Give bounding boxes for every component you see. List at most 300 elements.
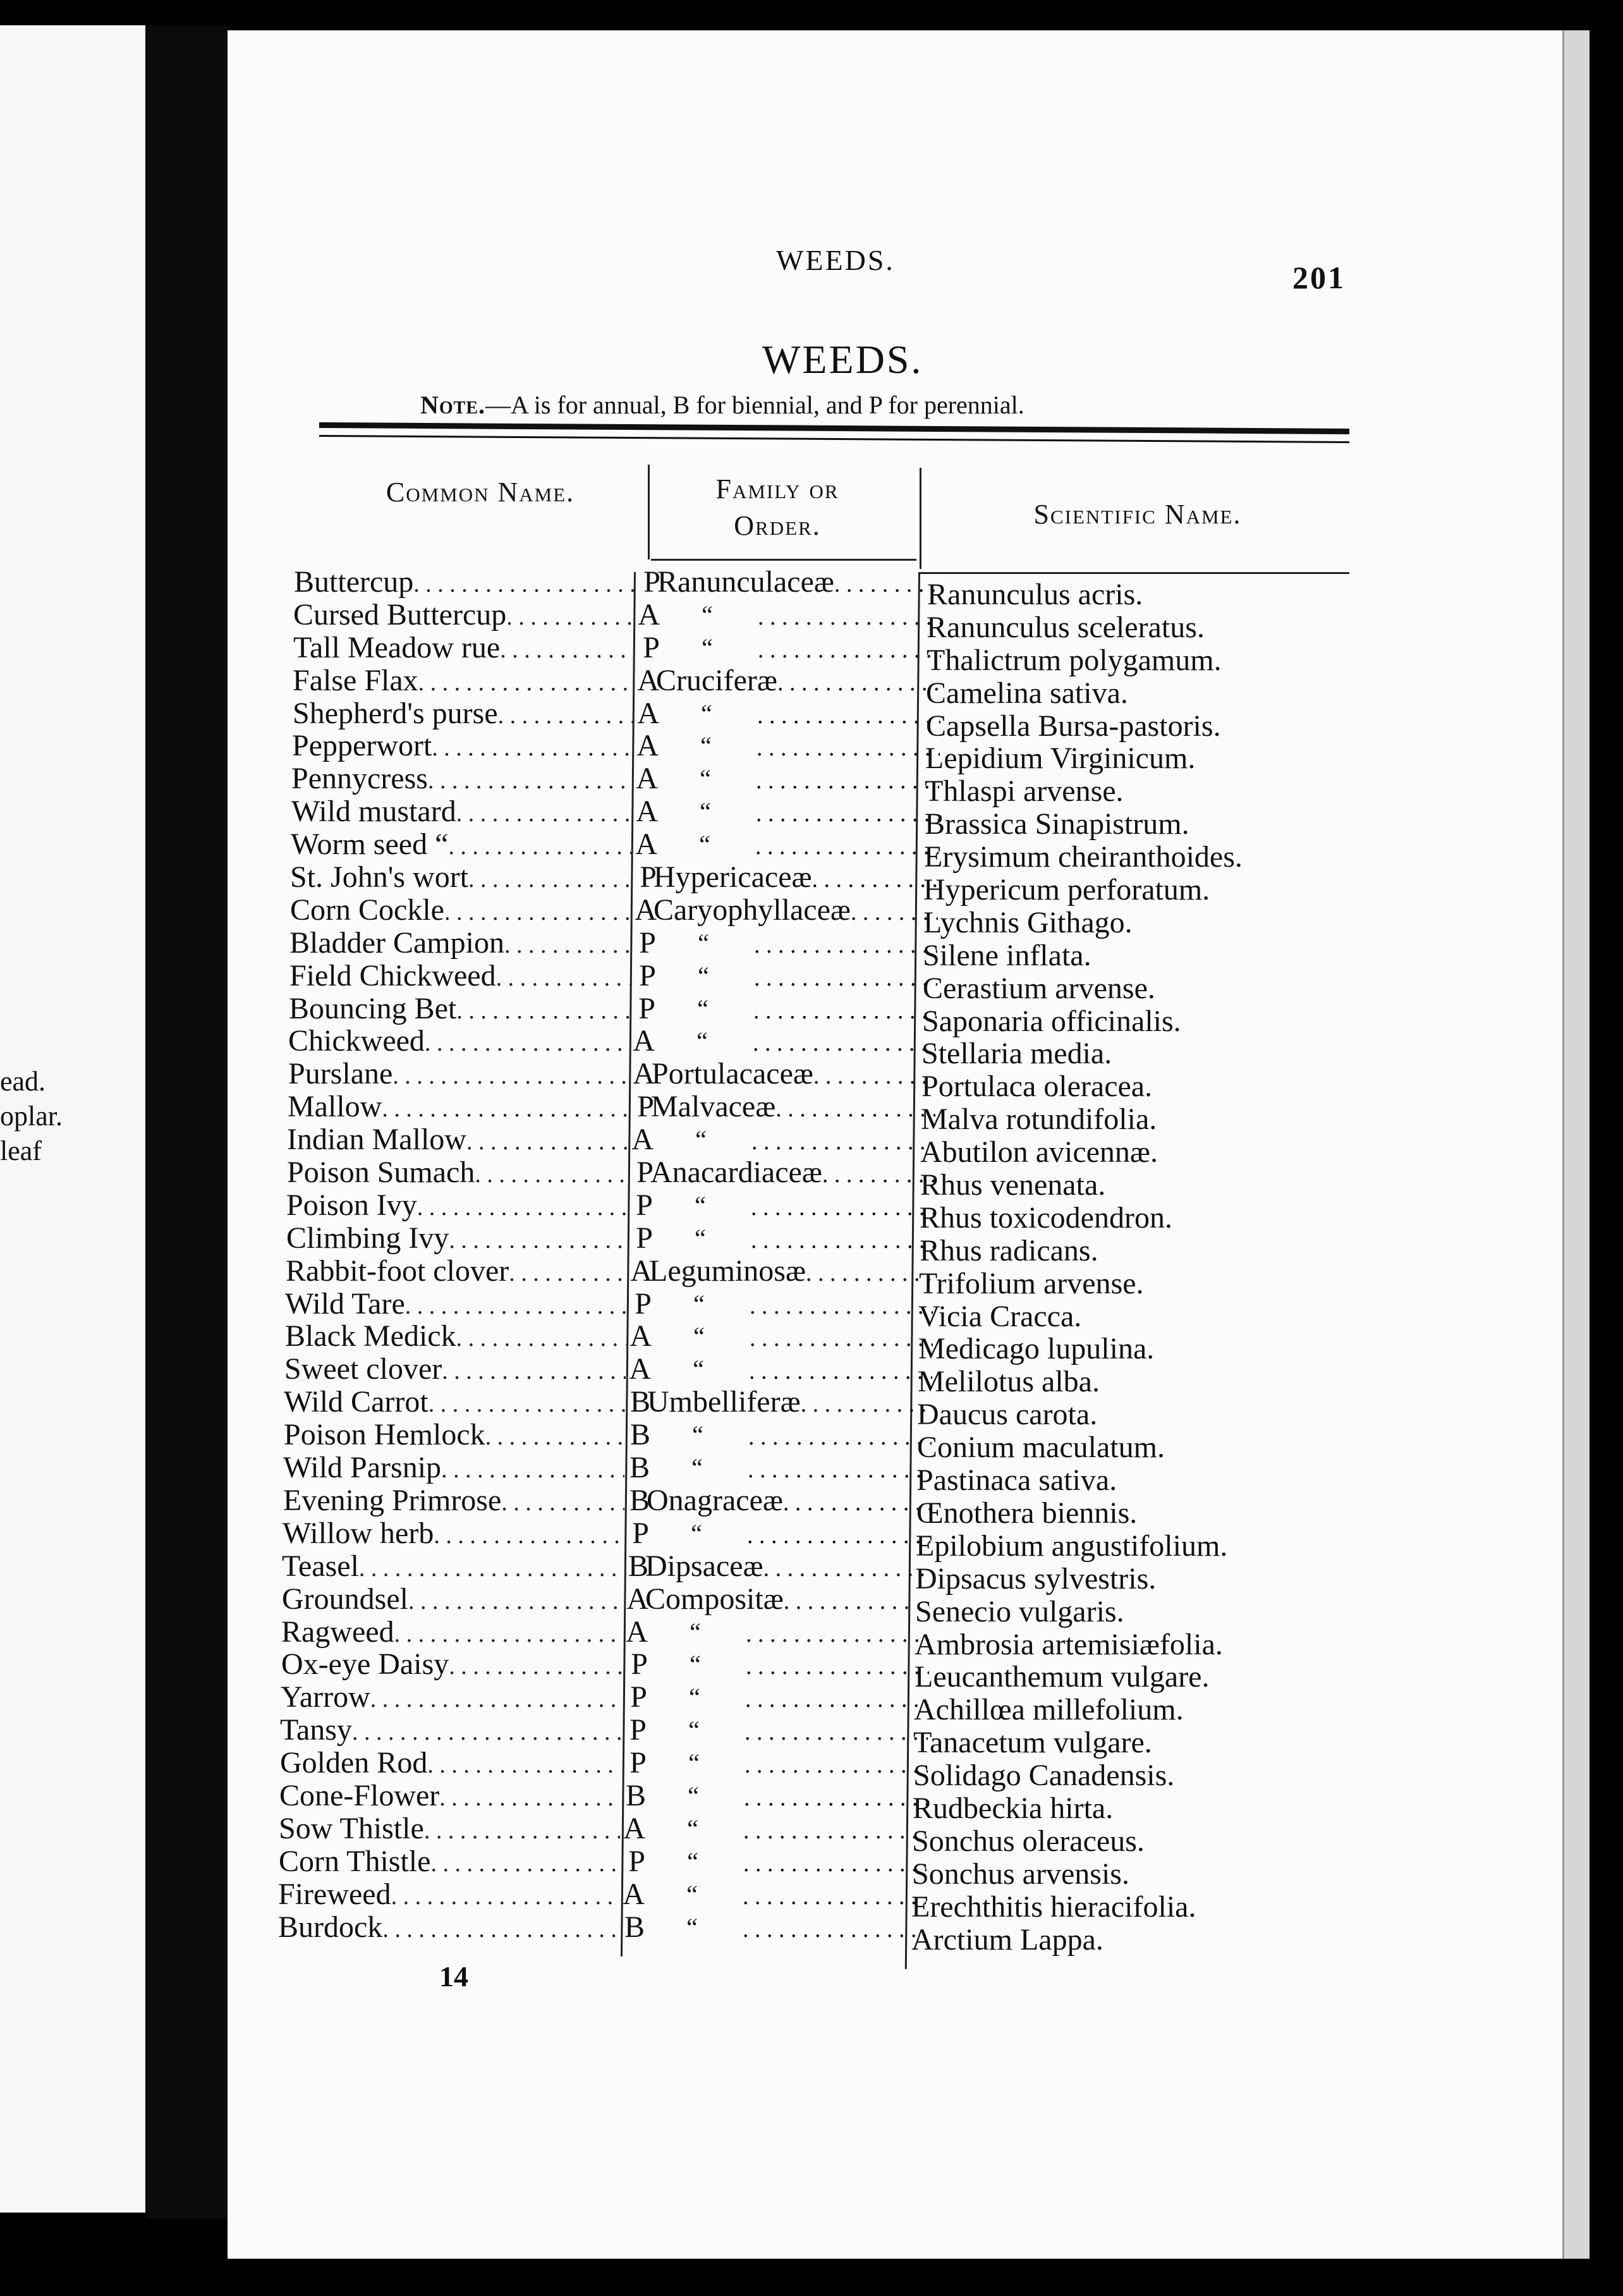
common-name: Wild Tare xyxy=(285,1286,405,1321)
table-row-scientific xyxy=(915,939,1395,972)
table-row-scientific xyxy=(907,1661,1387,1694)
scientific-name: Rhus radicans. xyxy=(920,1233,1098,1267)
leader-dots xyxy=(382,1090,629,1123)
scientific-name: Pastinaca sativa. xyxy=(916,1463,1117,1498)
duration-code: A xyxy=(636,729,659,763)
family-name: “ xyxy=(700,764,711,793)
family-name: “ xyxy=(698,928,709,957)
family-name: “ xyxy=(691,1453,703,1482)
common-name: Willow herb xyxy=(283,1516,434,1550)
scientific-name: Achillœa millefolium. xyxy=(914,1693,1184,1727)
family-name: Compositæ xyxy=(645,1582,784,1616)
scientific-name: Arctium Lappa. xyxy=(911,1922,1103,1957)
family-name: “ xyxy=(687,1814,698,1843)
page-title: WEEDS. xyxy=(762,337,923,382)
scientific-name: Ambrosia artemisiæfolia. xyxy=(915,1627,1223,1661)
common-name: Sow Thistle xyxy=(279,1811,424,1845)
table-row-common xyxy=(289,927,656,960)
common-name: Pepperwort xyxy=(292,729,432,763)
leader-dots xyxy=(359,1550,623,1583)
facing-page-fragment: oplar. xyxy=(0,1101,63,1132)
family-name: “ xyxy=(688,1749,700,1778)
table-row-common xyxy=(294,566,660,599)
scientific-name: Malva rotundifolia. xyxy=(921,1102,1157,1137)
table-row-scientific xyxy=(919,644,1399,677)
table-row-scientific xyxy=(909,1431,1390,1464)
common-name: Climbing Ivy xyxy=(286,1221,449,1255)
common-name-column xyxy=(272,565,660,1944)
family-name: “ xyxy=(686,1912,698,1941)
table-row-scientific xyxy=(911,1333,1391,1365)
scientific-name: Rhus toxicodendron. xyxy=(920,1200,1172,1235)
column-divider-1 xyxy=(648,465,650,559)
leader-dots xyxy=(466,1123,628,1156)
leader-dots xyxy=(441,1451,624,1484)
leader-dots xyxy=(500,632,635,664)
table-row-scientific xyxy=(909,1497,1389,1530)
family-name: “ xyxy=(693,1322,705,1351)
header-family-line2: Order. xyxy=(734,510,821,541)
scientific-name: Brassica Sinapistrum. xyxy=(925,807,1189,841)
duration-code: A xyxy=(623,1811,645,1845)
table-row-scientific xyxy=(913,1103,1394,1136)
common-name: Corn Cockle xyxy=(290,893,444,927)
header-underline-family xyxy=(651,559,916,561)
scientific-name: Erysimum cheiranthoides. xyxy=(924,840,1243,874)
scientific-name: Œnothera biennis. xyxy=(916,1496,1138,1530)
table-row-common xyxy=(288,1090,654,1123)
scientific-name: Tanacetum vulgare. xyxy=(913,1726,1152,1760)
common-name: Fireweed xyxy=(278,1877,391,1911)
common-name: Indian Mallow xyxy=(287,1123,466,1157)
family-name: “ xyxy=(686,1879,698,1908)
table-row-common xyxy=(293,664,659,697)
duration-code: P xyxy=(632,1516,649,1550)
family-name: Caryophyllaceæ xyxy=(653,893,851,927)
running-head: WEEDS. xyxy=(776,244,895,276)
table-row-common xyxy=(285,1320,652,1353)
scientific-name: Melilotus alba. xyxy=(918,1365,1100,1399)
page-number: 201 xyxy=(1292,260,1346,295)
common-name: Black Medick xyxy=(285,1319,456,1353)
table-row-common xyxy=(279,1780,646,1812)
table-row-scientific xyxy=(914,1037,1394,1070)
common-name: Teasel xyxy=(282,1549,359,1583)
duration-code: A xyxy=(636,795,658,829)
table-row-scientific xyxy=(917,808,1397,841)
page-edge xyxy=(1562,30,1590,2259)
table-row-scientific xyxy=(906,1694,1387,1726)
family-name: “ xyxy=(688,1781,699,1810)
common-name: False Flax xyxy=(293,663,418,697)
duration-code: B xyxy=(624,1910,645,1944)
duration-code: P xyxy=(636,1156,653,1190)
scientific-name: Hypericum perforatum. xyxy=(923,873,1210,907)
duration-code: A xyxy=(635,893,657,927)
common-name: Mallow xyxy=(288,1090,382,1124)
common-name: Worm seed “ xyxy=(291,827,449,862)
table-row-common xyxy=(287,1123,653,1156)
table-row-common xyxy=(281,1681,647,1714)
family-name: “ xyxy=(689,1683,700,1712)
family-name: Cruciferæ xyxy=(656,663,777,697)
common-name: Ox-eye Daisy xyxy=(281,1647,449,1682)
duration-code: P xyxy=(629,1713,647,1747)
leader-dots xyxy=(391,1878,619,1911)
table-row-common xyxy=(281,1648,648,1681)
scientific-name: Leucanthemum vulgare. xyxy=(915,1660,1210,1694)
scientific-name: Medicago lupulina. xyxy=(918,1332,1155,1366)
common-name: Poison Hemlock xyxy=(284,1418,485,1452)
family-name: Onagraceæ xyxy=(647,1483,783,1517)
scientific-name: Abutilon avicennæ. xyxy=(920,1135,1158,1169)
scientific-name: Epilobium angustifolium. xyxy=(916,1529,1228,1563)
leader-dots xyxy=(468,861,631,894)
table-row-scientific xyxy=(908,1563,1388,1596)
table-row-scientific xyxy=(915,972,1395,1005)
duration-code: A xyxy=(633,1057,655,1091)
table-row-common xyxy=(284,1386,650,1419)
leader-dots xyxy=(496,960,631,992)
family-name: “ xyxy=(690,1617,701,1646)
leader-dots xyxy=(394,1616,623,1649)
table-row-scientific xyxy=(910,1365,1390,1398)
table-row-common xyxy=(289,992,655,1025)
leader-dots xyxy=(439,1780,621,1812)
header-scientific-name: Scientific Name. xyxy=(1033,499,1242,530)
common-name: Sweet clover xyxy=(284,1352,442,1386)
note xyxy=(420,390,1024,420)
signature-mark: 14 xyxy=(439,1960,468,1993)
table-row-scientific xyxy=(904,1825,1385,1858)
table-row-scientific xyxy=(904,1924,1384,1957)
leader-dots xyxy=(408,1583,623,1616)
family-name: “ xyxy=(697,994,708,1023)
table-row-scientific xyxy=(911,1300,1391,1333)
header-family-line1: Family or xyxy=(715,473,839,504)
duration-code: A xyxy=(623,1877,645,1911)
common-name: Field Chickweed xyxy=(289,958,496,992)
leader-dots xyxy=(448,828,632,861)
leader-dots xyxy=(428,762,633,795)
leader-dots xyxy=(352,1714,621,1747)
family-name: “ xyxy=(690,1650,701,1679)
family-name: “ xyxy=(699,830,710,859)
table-row-common xyxy=(290,861,657,894)
facing-page-fragment: ead. xyxy=(0,1066,46,1097)
leader-dots xyxy=(430,1845,620,1878)
table-row-common xyxy=(286,1255,652,1288)
scientific-name: Solidago Canadensis. xyxy=(913,1759,1175,1793)
table-row-scientific xyxy=(912,1235,1392,1267)
common-name: Wild mustard xyxy=(291,795,456,829)
duration-code: P xyxy=(628,1844,645,1878)
leader-dots xyxy=(456,992,630,1025)
common-name: Yarrow xyxy=(281,1680,370,1714)
table-row-common xyxy=(285,1288,652,1321)
family-name: “ xyxy=(687,1847,698,1876)
table-row-common xyxy=(283,1451,650,1484)
column-divider-2 xyxy=(920,468,921,569)
leader-dots xyxy=(425,1025,629,1058)
table-row-common xyxy=(279,1812,645,1845)
table-row-common xyxy=(284,1419,650,1451)
common-name: Wild Carrot xyxy=(284,1385,429,1419)
scientific-name: Vicia Cracca. xyxy=(918,1299,1082,1333)
common-name: Rabbit-foot clover xyxy=(286,1254,509,1288)
family-name: “ xyxy=(692,1420,703,1450)
duration-code: P xyxy=(638,991,655,1025)
scientific-name: Portulaca oleracea. xyxy=(921,1070,1153,1104)
leader-dots xyxy=(434,1517,624,1550)
leader-dots xyxy=(418,664,634,697)
duration-code: A xyxy=(635,827,657,862)
duration-code: P xyxy=(643,565,660,599)
family-name: Portulacaceæ xyxy=(652,1057,813,1091)
table-row-common xyxy=(288,1058,655,1090)
scientific-name: Conium maculatum. xyxy=(917,1431,1165,1465)
table-row-scientific xyxy=(918,742,1398,775)
duration-code: A xyxy=(626,1582,648,1616)
table-row-common xyxy=(282,1583,648,1616)
scientific-name: Capsella Bursa-pastoris. xyxy=(926,709,1221,743)
table-row-scientific xyxy=(906,1759,1386,1792)
common-name: Groundsel xyxy=(282,1582,408,1616)
common-name: Bladder Campion xyxy=(289,925,504,960)
common-name: Poison Ivy xyxy=(286,1188,417,1222)
table-row-scientific xyxy=(908,1530,1389,1563)
table-row-common xyxy=(291,795,658,828)
common-name: Shepherd's purse xyxy=(293,696,498,730)
duration-code: P xyxy=(631,1647,648,1682)
family-name: “ xyxy=(691,1518,702,1548)
common-name: Evening Primrose xyxy=(283,1483,502,1517)
family-name: Ranunculaceæ xyxy=(657,565,834,599)
common-name: Chickweed xyxy=(288,1024,425,1058)
family-name: Umbelliferæ xyxy=(647,1385,801,1419)
duration-code: B xyxy=(625,1778,646,1812)
family-name: “ xyxy=(698,961,709,990)
common-name: Golden Rod xyxy=(280,1746,428,1780)
table-row-common xyxy=(289,960,656,992)
family-name: “ xyxy=(700,797,711,826)
scientific-name: Dipsacus sylvestris. xyxy=(915,1561,1157,1596)
scientific-name: Silene inflata. xyxy=(923,938,1091,972)
scientific-name: Rhus venenata. xyxy=(920,1168,1106,1202)
scientific-name: Saponaria officinalis. xyxy=(922,1004,1181,1038)
scientific-name: Cerastium arvense. xyxy=(923,971,1155,1005)
duration-code: P xyxy=(639,958,656,992)
table-row-common xyxy=(288,1025,655,1058)
table-row-scientific xyxy=(906,1726,1386,1759)
scientific-name: Rudbeckia hirta. xyxy=(913,1791,1114,1825)
duration-code: P xyxy=(640,860,657,895)
common-name: Corn Thistle xyxy=(279,1844,431,1878)
family-name: “ xyxy=(693,1355,704,1384)
table-row-common xyxy=(290,894,657,927)
family-name: “ xyxy=(695,1125,707,1154)
table-row-scientific xyxy=(918,710,1399,743)
scientific-name: Senecio vulgaris. xyxy=(915,1594,1124,1628)
leader-dots xyxy=(413,566,635,599)
family-name: “ xyxy=(688,1716,700,1745)
family-name: Hypericaceæ xyxy=(653,860,812,895)
facing-page-fragment: leaf xyxy=(0,1135,42,1166)
common-name: Bouncing Bet xyxy=(289,991,457,1025)
scientific-name: Trifolium arvense. xyxy=(919,1266,1144,1300)
table-row-scientific xyxy=(908,1596,1388,1628)
leader-dots xyxy=(456,795,633,828)
table-row-common xyxy=(280,1747,647,1780)
leader-dots xyxy=(424,1812,620,1845)
scientific-name: Thalictrum polygamum. xyxy=(927,643,1222,677)
table-row-common xyxy=(282,1550,648,1583)
table-row-scientific xyxy=(918,677,1399,710)
duration-code: A xyxy=(631,1123,653,1157)
common-name: St. John's wort xyxy=(290,860,469,895)
table-row-scientific xyxy=(909,1464,1389,1497)
table-row-common xyxy=(293,632,660,664)
common-name: Wild Parsnip xyxy=(283,1451,442,1485)
common-name: Ragweed xyxy=(281,1615,394,1649)
family-name: Leguminosæ xyxy=(649,1254,806,1288)
scientific-name: Sonchus oleraceus. xyxy=(912,1824,1145,1858)
table-row-common xyxy=(293,599,660,632)
scientific-name: Stellaria media. xyxy=(921,1037,1112,1071)
header-underline-scientific xyxy=(920,572,1349,574)
common-name: Buttercup xyxy=(294,565,414,599)
duration-code: B xyxy=(629,1483,650,1517)
duration-code: P xyxy=(636,1188,653,1222)
duration-code: P xyxy=(635,1286,652,1321)
table-row-common xyxy=(286,1222,653,1255)
duration-code: A xyxy=(637,696,659,730)
table-row-common xyxy=(279,1845,645,1878)
duration-code: A xyxy=(636,762,658,796)
note-text: —A is for annual, B for biennial, and P for perennial. xyxy=(485,391,1024,419)
common-name: Pennycress xyxy=(291,762,428,796)
family-name: “ xyxy=(700,731,712,760)
duration-code: A xyxy=(626,1615,648,1649)
leader-dots xyxy=(498,697,634,730)
common-name: Purslane xyxy=(288,1057,393,1091)
table-row-scientific xyxy=(907,1628,1387,1661)
duration-code: P xyxy=(629,1746,647,1780)
table-row-scientific xyxy=(905,1792,1385,1825)
table-row-common xyxy=(281,1616,648,1649)
family-column xyxy=(616,566,907,1943)
scientific-name: Lepidium Virginicum. xyxy=(925,742,1196,776)
duration-code: B xyxy=(629,1385,650,1419)
scientific-name-column xyxy=(878,578,1359,1956)
header-family xyxy=(651,471,904,544)
leader-dots xyxy=(427,1747,621,1780)
table-row-scientific xyxy=(916,907,1396,939)
table-row-common xyxy=(278,1911,645,1944)
table-row-scientific xyxy=(916,841,1397,874)
duration-code: P xyxy=(637,1090,654,1124)
leader-dots xyxy=(506,599,635,632)
leader-dots xyxy=(442,1353,626,1386)
common-name: Poison Sumach xyxy=(287,1156,475,1190)
table-row-common xyxy=(283,1517,649,1550)
table-row-scientific xyxy=(904,1858,1385,1891)
table-row-scientific xyxy=(916,874,1396,907)
duration-code: A xyxy=(633,1024,655,1058)
table-row-common xyxy=(283,1484,650,1517)
leader-dots xyxy=(392,1058,629,1090)
duration-code: B xyxy=(629,1418,650,1452)
family-name: “ xyxy=(701,699,712,728)
duration-code: P xyxy=(643,630,660,664)
family-name: “ xyxy=(696,1027,708,1056)
table-row-scientific xyxy=(913,1169,1393,1202)
leader-dots xyxy=(449,1222,628,1255)
leader-dots xyxy=(509,1255,627,1288)
family-name: “ xyxy=(702,633,713,662)
leader-dots xyxy=(485,1419,625,1451)
family-name: “ xyxy=(693,1289,705,1318)
family-name: Dipsaceæ xyxy=(645,1549,763,1583)
table-row-scientific xyxy=(911,1267,1392,1300)
table-row-common xyxy=(291,762,658,795)
family-name: “ xyxy=(695,1223,706,1252)
leader-dots xyxy=(417,1189,628,1222)
duration-code: P xyxy=(636,1221,653,1255)
table-row-common xyxy=(278,1878,645,1911)
leader-dots xyxy=(475,1156,628,1189)
common-name: Cursed Buttercup xyxy=(293,597,507,632)
table-row-common xyxy=(284,1353,651,1386)
duration-code: A xyxy=(638,597,660,632)
scientific-name: Erechthitis hieracifolia. xyxy=(911,1890,1196,1924)
table-row-common xyxy=(287,1156,653,1189)
leader-dots xyxy=(449,1648,623,1681)
scientific-name: Thlaspi arvense. xyxy=(925,774,1124,809)
table-row-common xyxy=(292,730,659,762)
scientific-name: Ranunculus sceleratus. xyxy=(927,610,1205,644)
book-spine-gutter xyxy=(145,25,228,2219)
leader-dots xyxy=(382,1911,619,1944)
family-name: “ xyxy=(695,1190,706,1219)
table-row-scientific xyxy=(912,1202,1392,1235)
table-row-common xyxy=(293,697,659,730)
leader-dots xyxy=(405,1288,626,1321)
table-row-common xyxy=(291,828,657,861)
scientific-name: Daucus carota. xyxy=(917,1398,1098,1432)
duration-code: P xyxy=(630,1680,647,1714)
table-row-common xyxy=(280,1714,647,1747)
common-name: Tansy xyxy=(280,1713,352,1747)
table-row-scientific xyxy=(919,611,1399,644)
duration-code: A xyxy=(637,663,659,697)
table-row-scientific xyxy=(909,1398,1390,1431)
family-name: Anacardiaceæ xyxy=(650,1156,822,1190)
duration-code: A xyxy=(630,1254,652,1288)
common-name: Tall Meadow rue xyxy=(293,630,501,664)
leader-dots xyxy=(456,1320,626,1353)
table-row-scientific xyxy=(920,578,1400,611)
duration-code: P xyxy=(639,925,656,960)
leader-dots xyxy=(444,894,631,927)
table-row-scientific xyxy=(915,1005,1395,1038)
duration-code: A xyxy=(629,1352,651,1386)
table-row-scientific xyxy=(913,1136,1393,1169)
leader-dots xyxy=(370,1681,622,1714)
table-row-scientific xyxy=(904,1891,1384,1924)
leader-dots xyxy=(429,1386,625,1419)
leader-dots xyxy=(501,1484,624,1517)
